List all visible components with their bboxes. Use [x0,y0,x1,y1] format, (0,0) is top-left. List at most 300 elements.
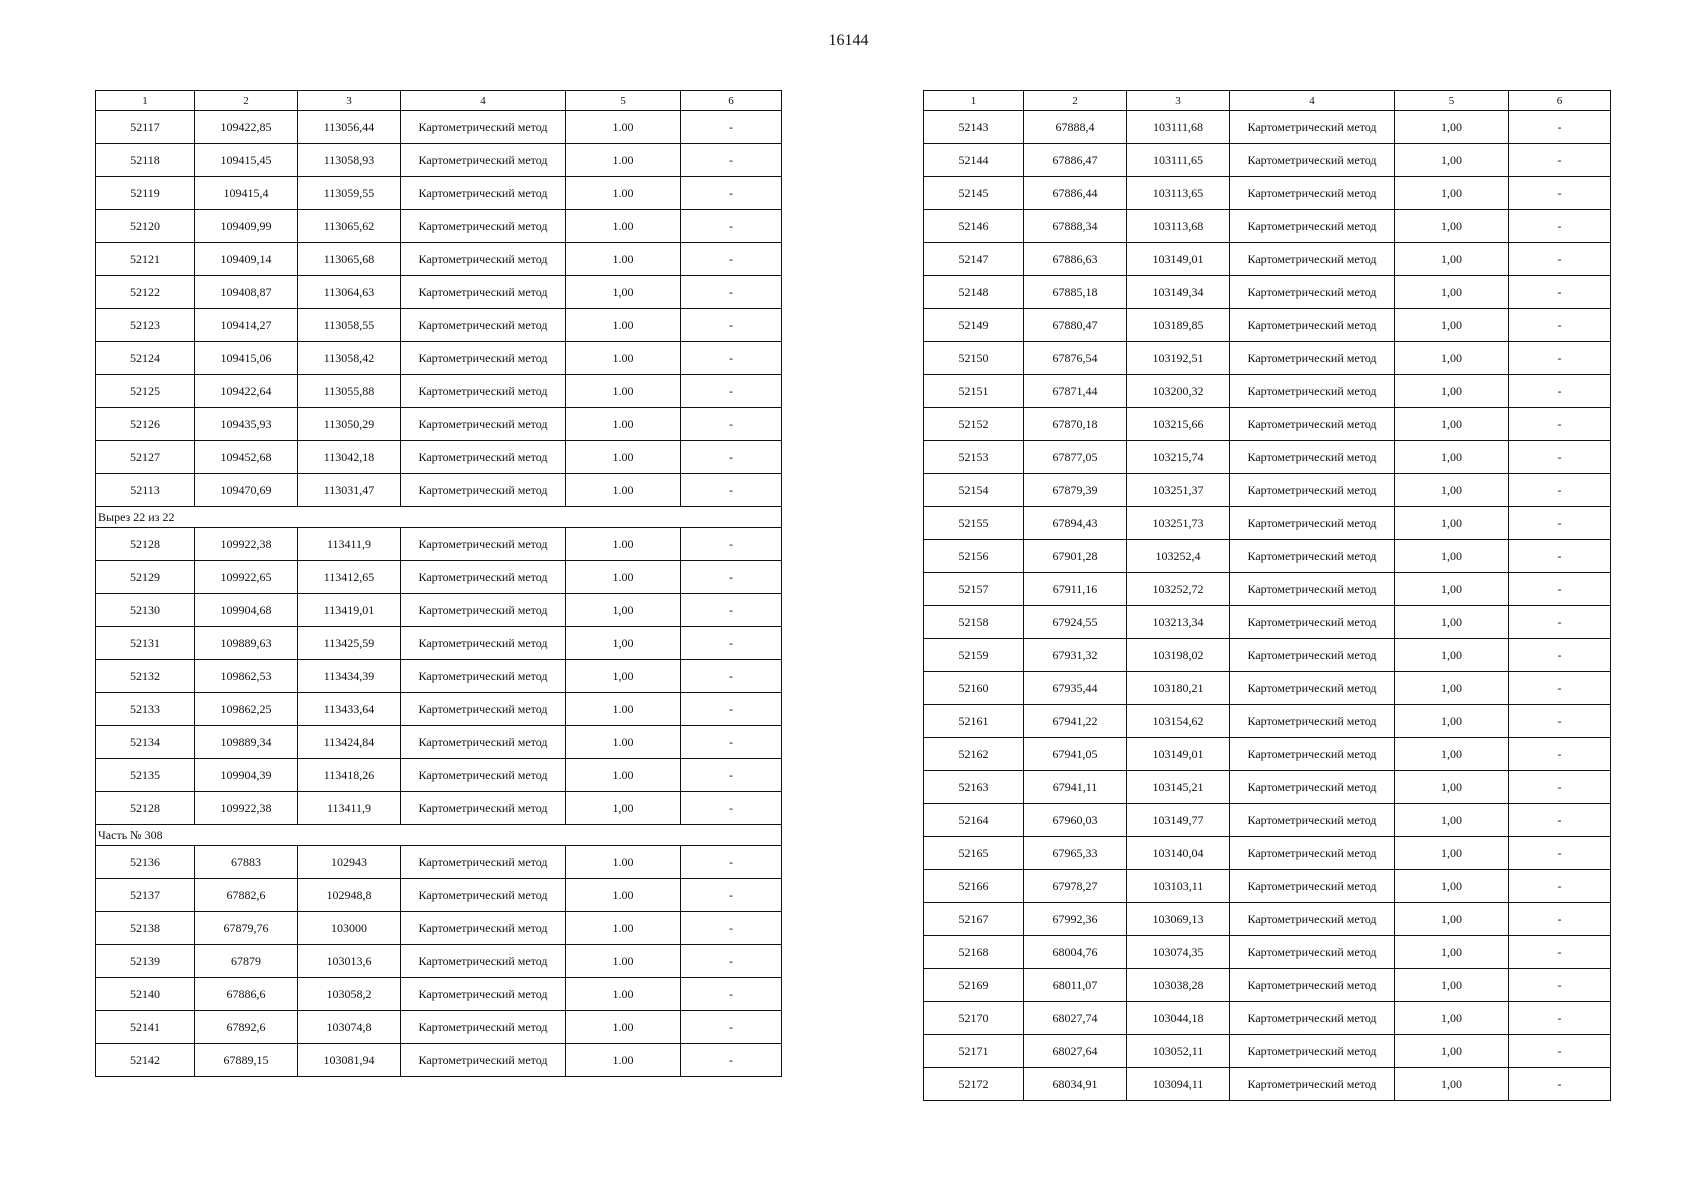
table-cell: 52135 [96,759,195,792]
table-row [924,606,1611,639]
table-cell: 113059,55 [298,177,401,210]
column-header: 1 [924,91,1024,111]
table-cell: 1.00 [566,978,681,1011]
table-cell: - [1509,1035,1611,1068]
table-row [96,276,782,309]
table-cell: 103000 [298,912,401,945]
table-cell: 1.00 [566,243,681,276]
table-row [96,627,782,660]
table-cell: Картометрический метод [401,441,566,474]
table-cell: 1,00 [566,594,681,627]
column-header: 5 [1395,91,1509,111]
table-cell: 68034,91 [1024,1068,1127,1101]
table-cell: Картометрический метод [401,342,566,375]
table-cell: 52157 [924,573,1024,606]
table-cell: Картометрический метод [1230,705,1395,738]
table-cell: - [1509,903,1611,936]
table-cell: 103149,34 [1127,276,1230,309]
table-cell: Картометрический метод [401,1011,566,1044]
table-cell: Картометрический метод [1230,606,1395,639]
table-cell: - [681,912,782,945]
table-cell: 103145,21 [1127,771,1230,804]
table-row [96,177,782,210]
table-cell: 52113 [96,474,195,507]
coordinates-table-left [95,90,782,1077]
table-cell: 1,00 [566,660,681,693]
table-cell: 109409,14 [195,243,298,276]
table-cell: - [681,660,782,693]
table-cell: 67886,63 [1024,243,1127,276]
table-cell: 67889,15 [195,1044,298,1077]
table-cell: 67941,05 [1024,738,1127,771]
table-cell: 52138 [96,912,195,945]
table-cell: 1,00 [1395,1035,1509,1068]
table-cell: 1.00 [566,561,681,594]
table-cell: 109904,68 [195,594,298,627]
table-cell: Картометрический метод [1230,903,1395,936]
table-cell: 52146 [924,210,1024,243]
table-cell: 67924,55 [1024,606,1127,639]
table-cell: Картометрический метод [401,660,566,693]
header-row [96,91,782,111]
table-row [924,738,1611,771]
table-cell: 103103,11 [1127,870,1230,903]
table-cell: Картометрический метод [401,945,566,978]
table-cell: 109409,99 [195,210,298,243]
table-row [96,945,782,978]
table-row [96,144,782,177]
table-cell: 109408,87 [195,276,298,309]
table-cell: Картометрический метод [401,210,566,243]
table-cell: 1,00 [1395,672,1509,705]
table-cell: 103074,35 [1127,936,1230,969]
table-cell: 103038,28 [1127,969,1230,1002]
table-cell: 67883 [195,846,298,879]
table-row [96,693,782,726]
table-cell: 109422,85 [195,111,298,144]
table-cell: 113042,18 [298,441,401,474]
table-cell: 1.00 [566,759,681,792]
table-cell: 52154 [924,474,1024,507]
table-cell: 52128 [96,528,195,561]
table-cell: 52140 [96,978,195,1011]
table-row [96,111,782,144]
table-cell: 113050,29 [298,408,401,441]
table-cell: 113058,42 [298,342,401,375]
table-cell: 1,00 [566,627,681,660]
table-cell: 1.00 [566,846,681,879]
table-cell: - [681,474,782,507]
table-cell: Картометрический метод [1230,309,1395,342]
table-cell: 1,00 [1395,144,1509,177]
table-cell: 103252,4 [1127,540,1230,573]
table-cell: - [681,342,782,375]
table-cell: 52133 [96,693,195,726]
table-cell: 103111,65 [1127,144,1230,177]
table-cell: 68027,64 [1024,1035,1127,1068]
table-row [96,1044,782,1077]
table-cell: 52129 [96,561,195,594]
table-cell: 1,00 [1395,474,1509,507]
table-cell: Картометрический метод [401,912,566,945]
table-cell: - [1509,309,1611,342]
table-cell: Картометрический метод [1230,408,1395,441]
table-cell: Картометрический метод [401,375,566,408]
column-header: 4 [401,91,566,111]
table-cell: - [681,243,782,276]
table-row [924,903,1611,936]
table-cell: - [1509,969,1611,1002]
section-row [96,507,782,528]
table-cell: 103149,77 [1127,804,1230,837]
table-row [924,705,1611,738]
table-cell: - [681,978,782,1011]
table-cell: 52122 [96,276,195,309]
table-cell: 67941,11 [1024,771,1127,804]
table-cell: 103251,37 [1127,474,1230,507]
table-cell: 1,00 [566,276,681,309]
table-cell: 103058,2 [298,978,401,1011]
table-cell: 103213,34 [1127,606,1230,639]
table-cell: 109922,38 [195,792,298,825]
column-header: 4 [1230,91,1395,111]
table-cell: 109889,63 [195,627,298,660]
table-cell: 67978,27 [1024,870,1127,903]
table-cell: 103140,04 [1127,837,1230,870]
table-row [96,846,782,879]
table-cell: 113065,62 [298,210,401,243]
table-cell: Картометрический метод [401,144,566,177]
table-row [96,441,782,474]
table-cell: Картометрический метод [401,846,566,879]
table-cell: 1,00 [1395,606,1509,639]
table-cell: 1,00 [1395,705,1509,738]
table-cell: 52117 [96,111,195,144]
table-cell: - [681,375,782,408]
table-cell: Картометрический метод [1230,441,1395,474]
table-cell: 113064,63 [298,276,401,309]
table-row [924,210,1611,243]
table-cell: 1.00 [566,210,681,243]
table-row [96,759,782,792]
table-cell: Картометрический метод [1230,936,1395,969]
table-cell: 52124 [96,342,195,375]
table-cell: - [1509,507,1611,540]
table-cell: - [681,408,782,441]
section-label: Часть № 308 [96,825,782,846]
table-cell: - [1509,639,1611,672]
table-cell: Картометрический метод [401,528,566,561]
table-cell: 109452,68 [195,441,298,474]
table-row [96,375,782,408]
table-cell: 102948,8 [298,879,401,912]
table-cell: 52147 [924,243,1024,276]
table-cell: 1.00 [566,528,681,561]
table-cell: 113056,44 [298,111,401,144]
table-cell: 1,00 [1395,276,1509,309]
table-cell: - [681,177,782,210]
table-cell: - [1509,177,1611,210]
table-cell: - [1509,837,1611,870]
table-row [96,528,782,561]
table-cell: 1.00 [566,474,681,507]
table-cell: - [681,945,782,978]
table-row [96,726,782,759]
table-cell: 109435,93 [195,408,298,441]
table-cell: 113058,93 [298,144,401,177]
table-cell: 1,00 [1395,870,1509,903]
table-cell: 1.00 [566,1044,681,1077]
table-cell: 113065,68 [298,243,401,276]
table-cell: 1.00 [566,912,681,945]
table-cell: Картометрический метод [401,177,566,210]
table-row [924,177,1611,210]
column-header: 6 [1509,91,1611,111]
table-row [924,1002,1611,1035]
table-cell: 103044,18 [1127,1002,1230,1035]
table-cell: 113434,39 [298,660,401,693]
table-row [96,594,782,627]
table-cell: Картометрический метод [1230,969,1395,1002]
table-cell: 113425,59 [298,627,401,660]
table-cell: Картометрический метод [401,309,566,342]
table-row [924,936,1611,969]
table-row [924,837,1611,870]
table-cell: - [681,210,782,243]
table-cell: 52162 [924,738,1024,771]
table-cell: 52134 [96,726,195,759]
table-cell: - [681,1011,782,1044]
table-row [96,1011,782,1044]
table-cell: 103200,32 [1127,375,1230,408]
table-cell: Картометрический метод [1230,837,1395,870]
table-cell: 68004,76 [1024,936,1127,969]
table-row [924,243,1611,276]
table-cell: 1.00 [566,177,681,210]
table-cell: 67894,43 [1024,507,1127,540]
table-cell: 103074,8 [298,1011,401,1044]
table-cell: 52166 [924,870,1024,903]
table-cell: 1,00 [1395,639,1509,672]
table-cell: - [681,759,782,792]
table-cell: 52164 [924,804,1024,837]
table-cell: 68011,07 [1024,969,1127,1002]
table-cell: 113433,64 [298,693,401,726]
table-cell: - [1509,540,1611,573]
table-cell: - [681,594,782,627]
table-row [924,573,1611,606]
table-cell: Картометрический метод [401,879,566,912]
table-cell: 67880,47 [1024,309,1127,342]
table-cell: 1,00 [1395,375,1509,408]
table-cell: - [1509,804,1611,837]
table-row [96,342,782,375]
table-cell: 109415,4 [195,177,298,210]
table-cell: 68027,74 [1024,1002,1127,1035]
table-cell: 52137 [96,879,195,912]
table-cell: - [1509,342,1611,375]
table-cell: 103113,68 [1127,210,1230,243]
table-cell: - [1509,375,1611,408]
table-cell: 1,00 [1395,111,1509,144]
table-cell: Картометрический метод [1230,804,1395,837]
table-row [924,276,1611,309]
table-cell: 103251,73 [1127,507,1230,540]
table-row [96,561,782,594]
table-cell: 67879 [195,945,298,978]
table-cell: 1,00 [1395,540,1509,573]
table-cell: 1,00 [1395,837,1509,870]
table-cell: Картометрический метод [1230,210,1395,243]
column-header: 2 [1024,91,1127,111]
table-cell: 109922,65 [195,561,298,594]
table-cell: 52172 [924,1068,1024,1101]
table-cell: 67871,44 [1024,375,1127,408]
table-cell: 103069,13 [1127,903,1230,936]
table-cell: 1,00 [1395,507,1509,540]
table-cell: 52145 [924,177,1024,210]
table-cell: 67892,6 [195,1011,298,1044]
table-cell: 52155 [924,507,1024,540]
table-cell: Картометрический метод [1230,1002,1395,1035]
table-row [96,792,782,825]
table-cell: - [681,693,782,726]
table-cell: 103052,11 [1127,1035,1230,1068]
table-cell: 1,00 [1395,243,1509,276]
table-cell: 67885,18 [1024,276,1127,309]
section-row [96,825,782,846]
table-cell: 67879,76 [195,912,298,945]
table-cell: Картометрический метод [1230,771,1395,804]
table-cell: 67879,39 [1024,474,1127,507]
table-cell: 1.00 [566,1011,681,1044]
table-row [924,672,1611,705]
table-cell: Картометрический метод [401,408,566,441]
table-cell: 1.00 [566,726,681,759]
table-cell: Картометрический метод [1230,243,1395,276]
table-cell: 103149,01 [1127,243,1230,276]
column-header: 3 [1127,91,1230,111]
table-cell: 1.00 [566,375,681,408]
table-cell: 1,00 [1395,342,1509,375]
table-cell: 52125 [96,375,195,408]
table-cell: Картометрический метод [401,759,566,792]
table-cell: Картометрический метод [401,627,566,660]
table-cell: 52170 [924,1002,1024,1035]
table-cell: 52136 [96,846,195,879]
table-cell: 67901,28 [1024,540,1127,573]
table-cell: Картометрический метод [1230,1035,1395,1068]
table-cell: 113412,65 [298,561,401,594]
table-cell: 52119 [96,177,195,210]
table-row [96,879,782,912]
table-cell: 52171 [924,1035,1024,1068]
header-row [924,91,1611,111]
table-cell: 103111,68 [1127,111,1230,144]
table-cell: 52151 [924,375,1024,408]
table-cell: 103198,02 [1127,639,1230,672]
table-cell: Картометрический метод [1230,144,1395,177]
table-cell: 1,00 [1395,738,1509,771]
table-cell: - [681,726,782,759]
table-cell: Картометрический метод [1230,540,1395,573]
table-cell: 1.00 [566,945,681,978]
table-cell: 52148 [924,276,1024,309]
table-cell: Картометрический метод [1230,276,1395,309]
table-cell: 67886,6 [195,978,298,1011]
table-cell: - [1509,573,1611,606]
table-cell: 67886,44 [1024,177,1127,210]
table-cell: - [1509,1068,1611,1101]
table-cell: Картометрический метод [1230,738,1395,771]
table-row [96,978,782,1011]
column-header: 3 [298,91,401,111]
table-row [924,1035,1611,1068]
table-cell: 67992,36 [1024,903,1127,936]
table-cell: 67870,18 [1024,408,1127,441]
table-cell: 52144 [924,144,1024,177]
table-row [96,408,782,441]
table-cell: - [681,561,782,594]
table-cell: 67935,44 [1024,672,1127,705]
table-cell: 52126 [96,408,195,441]
column-header: 6 [681,91,782,111]
table-cell: Картометрический метод [401,792,566,825]
table-cell: 67876,54 [1024,342,1127,375]
table-cell: 109904,39 [195,759,298,792]
table-row [924,639,1611,672]
table-cell: 1,00 [1395,210,1509,243]
table-row [924,771,1611,804]
table-cell: Картометрический метод [401,978,566,1011]
table-cell: 52132 [96,660,195,693]
table-cell: - [1509,705,1611,738]
table-cell: 1,00 [1395,573,1509,606]
table-cell: - [1509,738,1611,771]
table-row [924,408,1611,441]
table-cell: - [681,309,782,342]
table-cell: - [1509,672,1611,705]
table-cell: 52118 [96,144,195,177]
table-cell: 67882,6 [195,879,298,912]
coordinates-table-right [923,90,1611,1101]
table-cell: Картометрический метод [1230,1068,1395,1101]
table-cell: Картометрический метод [401,594,566,627]
table-cell: 52142 [96,1044,195,1077]
table-cell: 67888,34 [1024,210,1127,243]
table-cell: - [1509,276,1611,309]
table-cell: 1,00 [566,792,681,825]
table-cell: 1,00 [1395,903,1509,936]
table-cell: 52150 [924,342,1024,375]
table-cell: 1,00 [1395,936,1509,969]
table-cell: 52163 [924,771,1024,804]
table-cell: Картометрический метод [1230,870,1395,903]
table-cell: 103094,11 [1127,1068,1230,1101]
table-cell: - [1509,474,1611,507]
table-cell: 52165 [924,837,1024,870]
table-row [924,375,1611,408]
table-cell: 103192,51 [1127,342,1230,375]
table-cell: 67931,32 [1024,639,1127,672]
table-cell: - [681,276,782,309]
table-cell: Картометрический метод [1230,111,1395,144]
table-cell: 52130 [96,594,195,627]
table-cell: 1.00 [566,693,681,726]
table-cell: Картометрический метод [1230,342,1395,375]
section-label: Вырез 22 из 22 [96,507,782,528]
table-cell: 109415,06 [195,342,298,375]
